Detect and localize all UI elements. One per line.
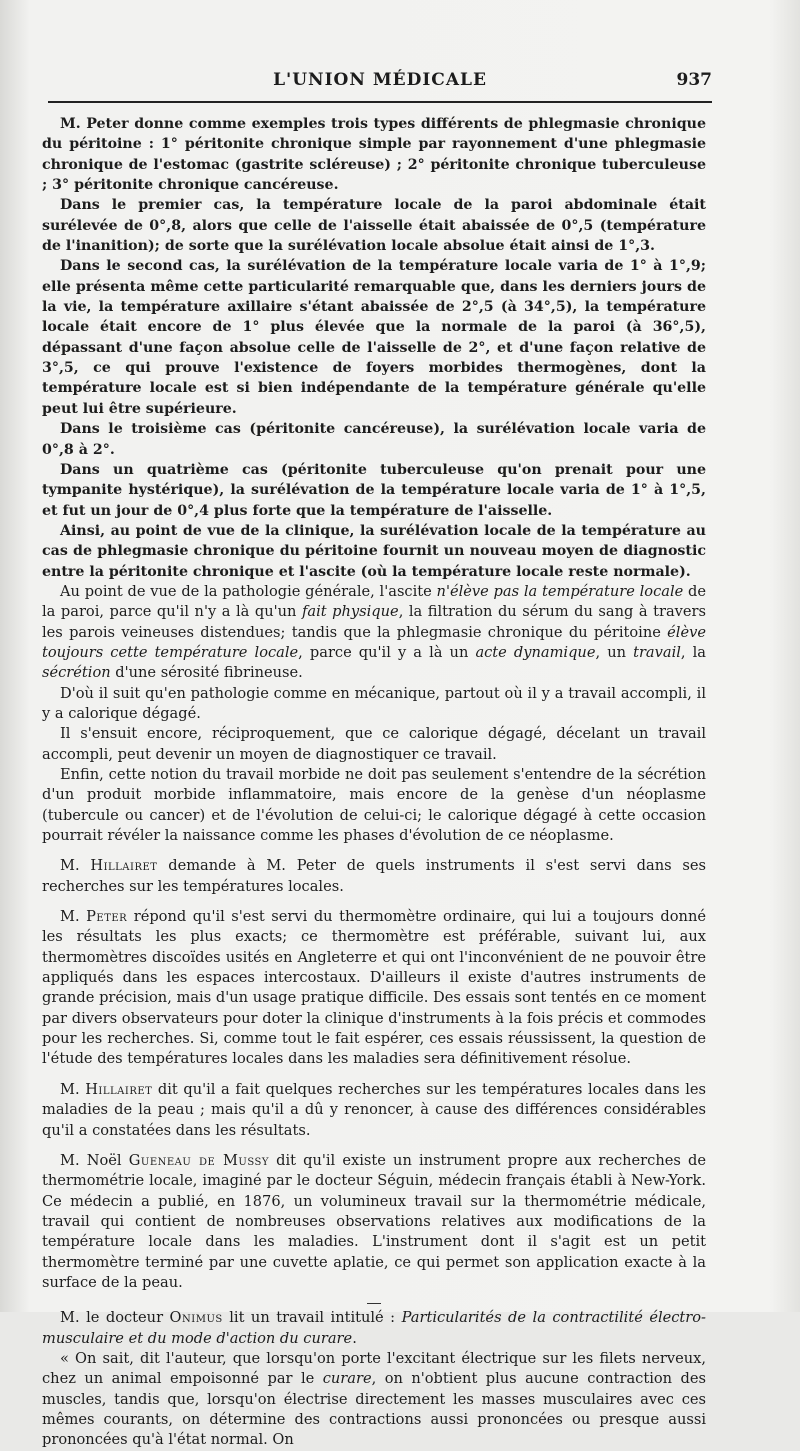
text-run: , la [680, 643, 706, 661]
text-run: M. le docteur [60, 1309, 170, 1327]
page-number: 937 [676, 70, 712, 90]
text-run: , un [595, 643, 634, 661]
paragraph: Dans le troisième cas (péritonite cancéreuse), la surélévation locale varia de 0°,8 à 2°. [42, 421, 706, 458]
text-run: , on n'obtient plus aucune contraction des muscles, tandis que, lorsqu'on électrise directement les masses musculaires avec ces mêmes courants, on détermine des contractions aussi prononcées ou presque aussi prononcées qu'à l'état normal. On [42, 1370, 706, 1449]
paragraph [42, 1308, 706, 1349]
paragraph [42, 582, 706, 684]
italic-run: fait physique [301, 603, 399, 621]
paragraph [42, 856, 706, 897]
speaker-name: Onimus [169, 1309, 223, 1327]
text-run: . [352, 1329, 357, 1347]
italic-run: acte dynamique [475, 643, 596, 661]
text-run: Au point de vue de la pathologie générale, l'ascite [60, 582, 437, 600]
header-rule [48, 101, 712, 103]
paragraph [42, 1080, 706, 1141]
journal-title: L'UNION MÉDICALE [273, 70, 487, 90]
paragraph [42, 1349, 706, 1451]
italic-run: sécrétion [42, 664, 111, 682]
speaker-name: Hillairet [90, 857, 158, 875]
text-run: M. [60, 908, 87, 926]
paragraph: Dans un quatrième cas (péritonite tuberculeuse qu'on prenait pour une tympanite hystérique), la surélévation de la température locale varia de 1° à 1°,5, et fut un jour de 0°,4 plus forte que la température de l'aisselle. [42, 461, 706, 519]
text-run: , la filtration du sérum du sang à travers les parois veineuses distendues; tandis que la phlegmasie chronique du péritoine [42, 603, 706, 641]
text-run: demande à M. Peter de quels instruments il s'est servi dans ses recherches sur les températures locales. [42, 857, 706, 895]
paragraph: Dans le premier cas, la température locale de la paroi abdominale était surélevée de 0°,8, alors que celle de l'aisselle était abaissée de 0°,5 (température de l'inanition); de sorte que la surélévation locale absolue était ainsi de 1°,3. [42, 197, 706, 255]
text-run: M. [60, 1080, 86, 1098]
paragraph: Dans le second cas, la surélévation de la température locale varia de 1° à 1°,9; elle présenta même cette particularité remarquable que, dans les derniers jours de la vie, la température axillaire s'étant abaissée de 2°,5 (à 34°,5), la température locale était encore de 1° plus élevée que la normale de la paroi (à 36°,5), dépassant d'une façon absolue celle de l'aisselle de 2°, et d'une façon relative de 3°,5, ce qui prouve l'existence de foyers morbides thermogènes, dont la température locale est si bien indépendante de la température générale qu'elle peut lui être supérieure. [42, 258, 706, 417]
paragraph [42, 907, 706, 1070]
italic-run: n'élève pas la température locale [436, 582, 684, 600]
paragraph: Il s'ensuit encore, réciproquement, que ce calorique dégagé, décelant un travail accompli, peut devenir un moyen de diagnostiquer ce travail. [42, 725, 706, 763]
text-run: dit qu'il a fait quelques recherches sur les températures locales dans les maladies de la peau ; mais qu'il a dû y renoncer, à cause des différences considérables qu'il a constatées dans les résultats. [42, 1080, 706, 1139]
italic-run: travail [633, 643, 681, 661]
text-run: répond qu'il s'est servi du thermomètre ordinaire, qui lui a toujours donné les résultats les plus exacts; ce thermomètre est préférable, suivant lui, aux thermomètres discoïdes usités en Angleterre et qui ont l'inconvénient de ne pouvoir être appliqués dans les espaces intercostaux. D'ailleurs il existe d'autres instruments de grande précision, mais d'un usage pratique difficile. Des essais sont tentés en ce moment par divers observateurs pour doter la clinique d'instruments à la fois précis et commodes pour les recherches. Si, comme tout le fait espérer, ces essais réussissent, la question de l'étude des températures locales dans les maladies sera définitivement résolue. [42, 908, 706, 1068]
speaker-name: Gueneau de Mussy [128, 1151, 269, 1169]
italic-run: Particularités de la contractilité électro-musculaire et du mode d'action du curare [42, 1309, 706, 1347]
paragraph: M. Peter donne comme exemples trois types différents de phlegmasie chronique du péritoine : 1° péritonite chronique simple par rayonnement d'une phlegmasie chronique de l'estomac (gastrite scléreuse) ; 2° péritonite chronique tuberculeuse ; 3° péritonite chronique cancéreuse. [42, 116, 706, 194]
paragraph [42, 1151, 706, 1293]
paragraph: Enfin, cette notion du travail morbide ne doit pas seulement s'entendre de la sécrétion d'un produit morbide inflammatoire, mais encore de la genèse d'un néoplasme (tubercule ou cancer) et de l'évolution de celui-ci; le calorique dégagé à cette occasion pourrait révéler la naissance comme les phases d'évolution de ce néoplasme. [42, 766, 706, 845]
article-body [42, 114, 706, 1451]
text-run: dit qu'il existe un instrument propre aux recherches de thermométrie locale, imaginé par le docteur Séguin, médecin français établi à New-York. Ce médecin a publié, en 1876, un volumineux travail sur la thermométrie médicale, travail qui contient de nombreuses observations relatives aux modifications de la température locale dans les maladies. L'instrument dont il s'agit est un petit thermomètre terminé par une cuvette aplatie, ce qui permet son application exacte à la surface de la peau. [42, 1151, 706, 1291]
section-separator [367, 1303, 381, 1304]
paragraph: D'où il suit qu'en pathologie comme en mécanique, partout où il y a travail accompli, il y a calorique dégagé. [42, 684, 706, 722]
text-run: de la paroi, parce qu'il n'y a là qu'un [42, 582, 706, 621]
speaker-name: Peter [86, 908, 128, 926]
paragraph: Ainsi, au point de vue de la clinique, la surélévation locale de la température au cas de phlegmasie chronique du péritoine fournit un nouveau moyen de diagnostic entre la péritonite chronique et l'ascite (où la température locale reste normale). [42, 522, 706, 580]
text-run: « On sait, dit l'auteur, que lorsqu'on porte l'excitant électrique sur les filets nerveux, chez un animal empoisonné par le [42, 1349, 706, 1388]
speaker-name: Hillairet [85, 1080, 153, 1098]
text-run: M. [60, 857, 91, 875]
italic-run: curare [322, 1370, 372, 1388]
text-run: d'une sérosité fibrineuse. [110, 664, 303, 682]
text-run: M. Noël [60, 1151, 129, 1169]
italic-run: élève toujours cette température locale [42, 623, 706, 661]
running-header [48, 70, 712, 100]
text-run: , parce qu'il y a là un [298, 643, 476, 661]
text-run: lit un travail intitulé : [222, 1309, 402, 1327]
